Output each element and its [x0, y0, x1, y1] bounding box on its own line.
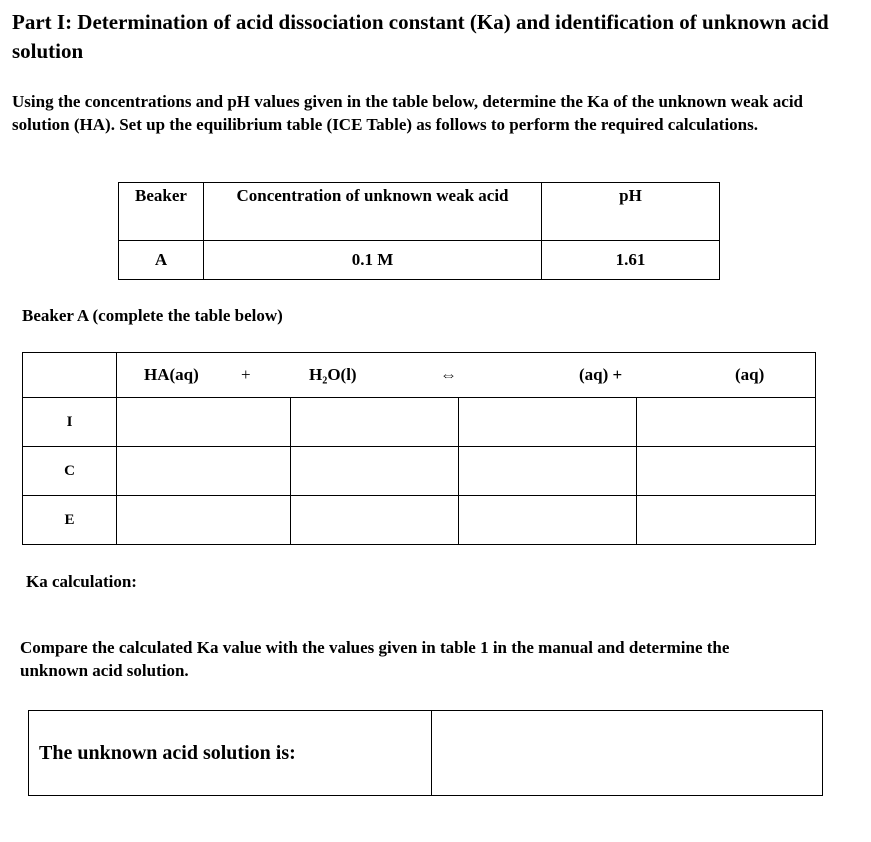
ice-input-cell[interactable]	[459, 398, 637, 447]
ice-input-cell[interactable]	[117, 398, 291, 447]
reactant-water: H₂O(l)	[309, 365, 357, 384]
equation-corner-cell	[23, 353, 117, 398]
table-row	[23, 447, 816, 496]
header-ph: pH	[542, 183, 720, 241]
table-header-row	[119, 183, 720, 241]
product-2: (aq)	[735, 365, 765, 384]
compare-instructions: Compare the calculated Ka value with the values given in table 1 in the manual and determine the unknown acid solution.	[20, 638, 730, 680]
ice-input-cell[interactable]	[291, 447, 459, 496]
ka-calculation-label: Ka calculation:	[26, 572, 137, 591]
product-1: (aq) +	[579, 365, 623, 384]
equation-row	[23, 353, 816, 398]
plus-sign: +	[241, 365, 251, 384]
table-row	[119, 241, 720, 280]
reactant-ha: HA(aq)	[144, 365, 199, 384]
answer-label: The unknown acid solution is:	[29, 711, 432, 796]
header-beaker: Beaker	[119, 183, 204, 241]
ice-input-cell[interactable]	[117, 496, 291, 545]
table-row	[23, 496, 816, 545]
equation-cell	[117, 353, 816, 398]
ice-input-cell[interactable]	[637, 447, 816, 496]
ice-input-cell[interactable]	[637, 496, 816, 545]
row-label-equilibrium: E	[23, 496, 117, 545]
row-label-change: C	[23, 447, 117, 496]
equilibrium-arrow-icon: ⇔	[440, 365, 457, 384]
concentration-cell: 0.1 M	[204, 241, 542, 280]
table-row	[29, 711, 823, 796]
ice-input-cell[interactable]	[459, 447, 637, 496]
beaker-cell: A	[119, 241, 204, 280]
row-label-initial: I	[23, 398, 117, 447]
ice-input-cell[interactable]	[291, 496, 459, 545]
ice-section-label: Beaker A (complete the table below)	[22, 306, 283, 325]
answer-table	[28, 710, 823, 796]
header-concentration: Concentration of unknown weak acid	[204, 183, 542, 241]
ice-input-cell[interactable]	[637, 398, 816, 447]
concentration-table	[118, 182, 720, 280]
page-title: Part I: Determination of acid dissociation constant (Ka) and identification of unknown acid solution	[12, 10, 829, 63]
ph-cell: 1.61	[542, 241, 720, 280]
ice-table	[22, 352, 816, 545]
instructions-text: Using the concentrations and pH values given in the table below, determine the Ka of the unknown weak acid solution (HA). Set up the equilibrium table (ICE Table) as follows to perform the required calculations.	[12, 92, 804, 134]
answer-input-cell[interactable]	[432, 711, 823, 796]
ice-input-cell[interactable]	[459, 496, 637, 545]
ice-input-cell[interactable]	[291, 398, 459, 447]
table-row	[23, 398, 816, 447]
ice-input-cell[interactable]	[117, 447, 291, 496]
